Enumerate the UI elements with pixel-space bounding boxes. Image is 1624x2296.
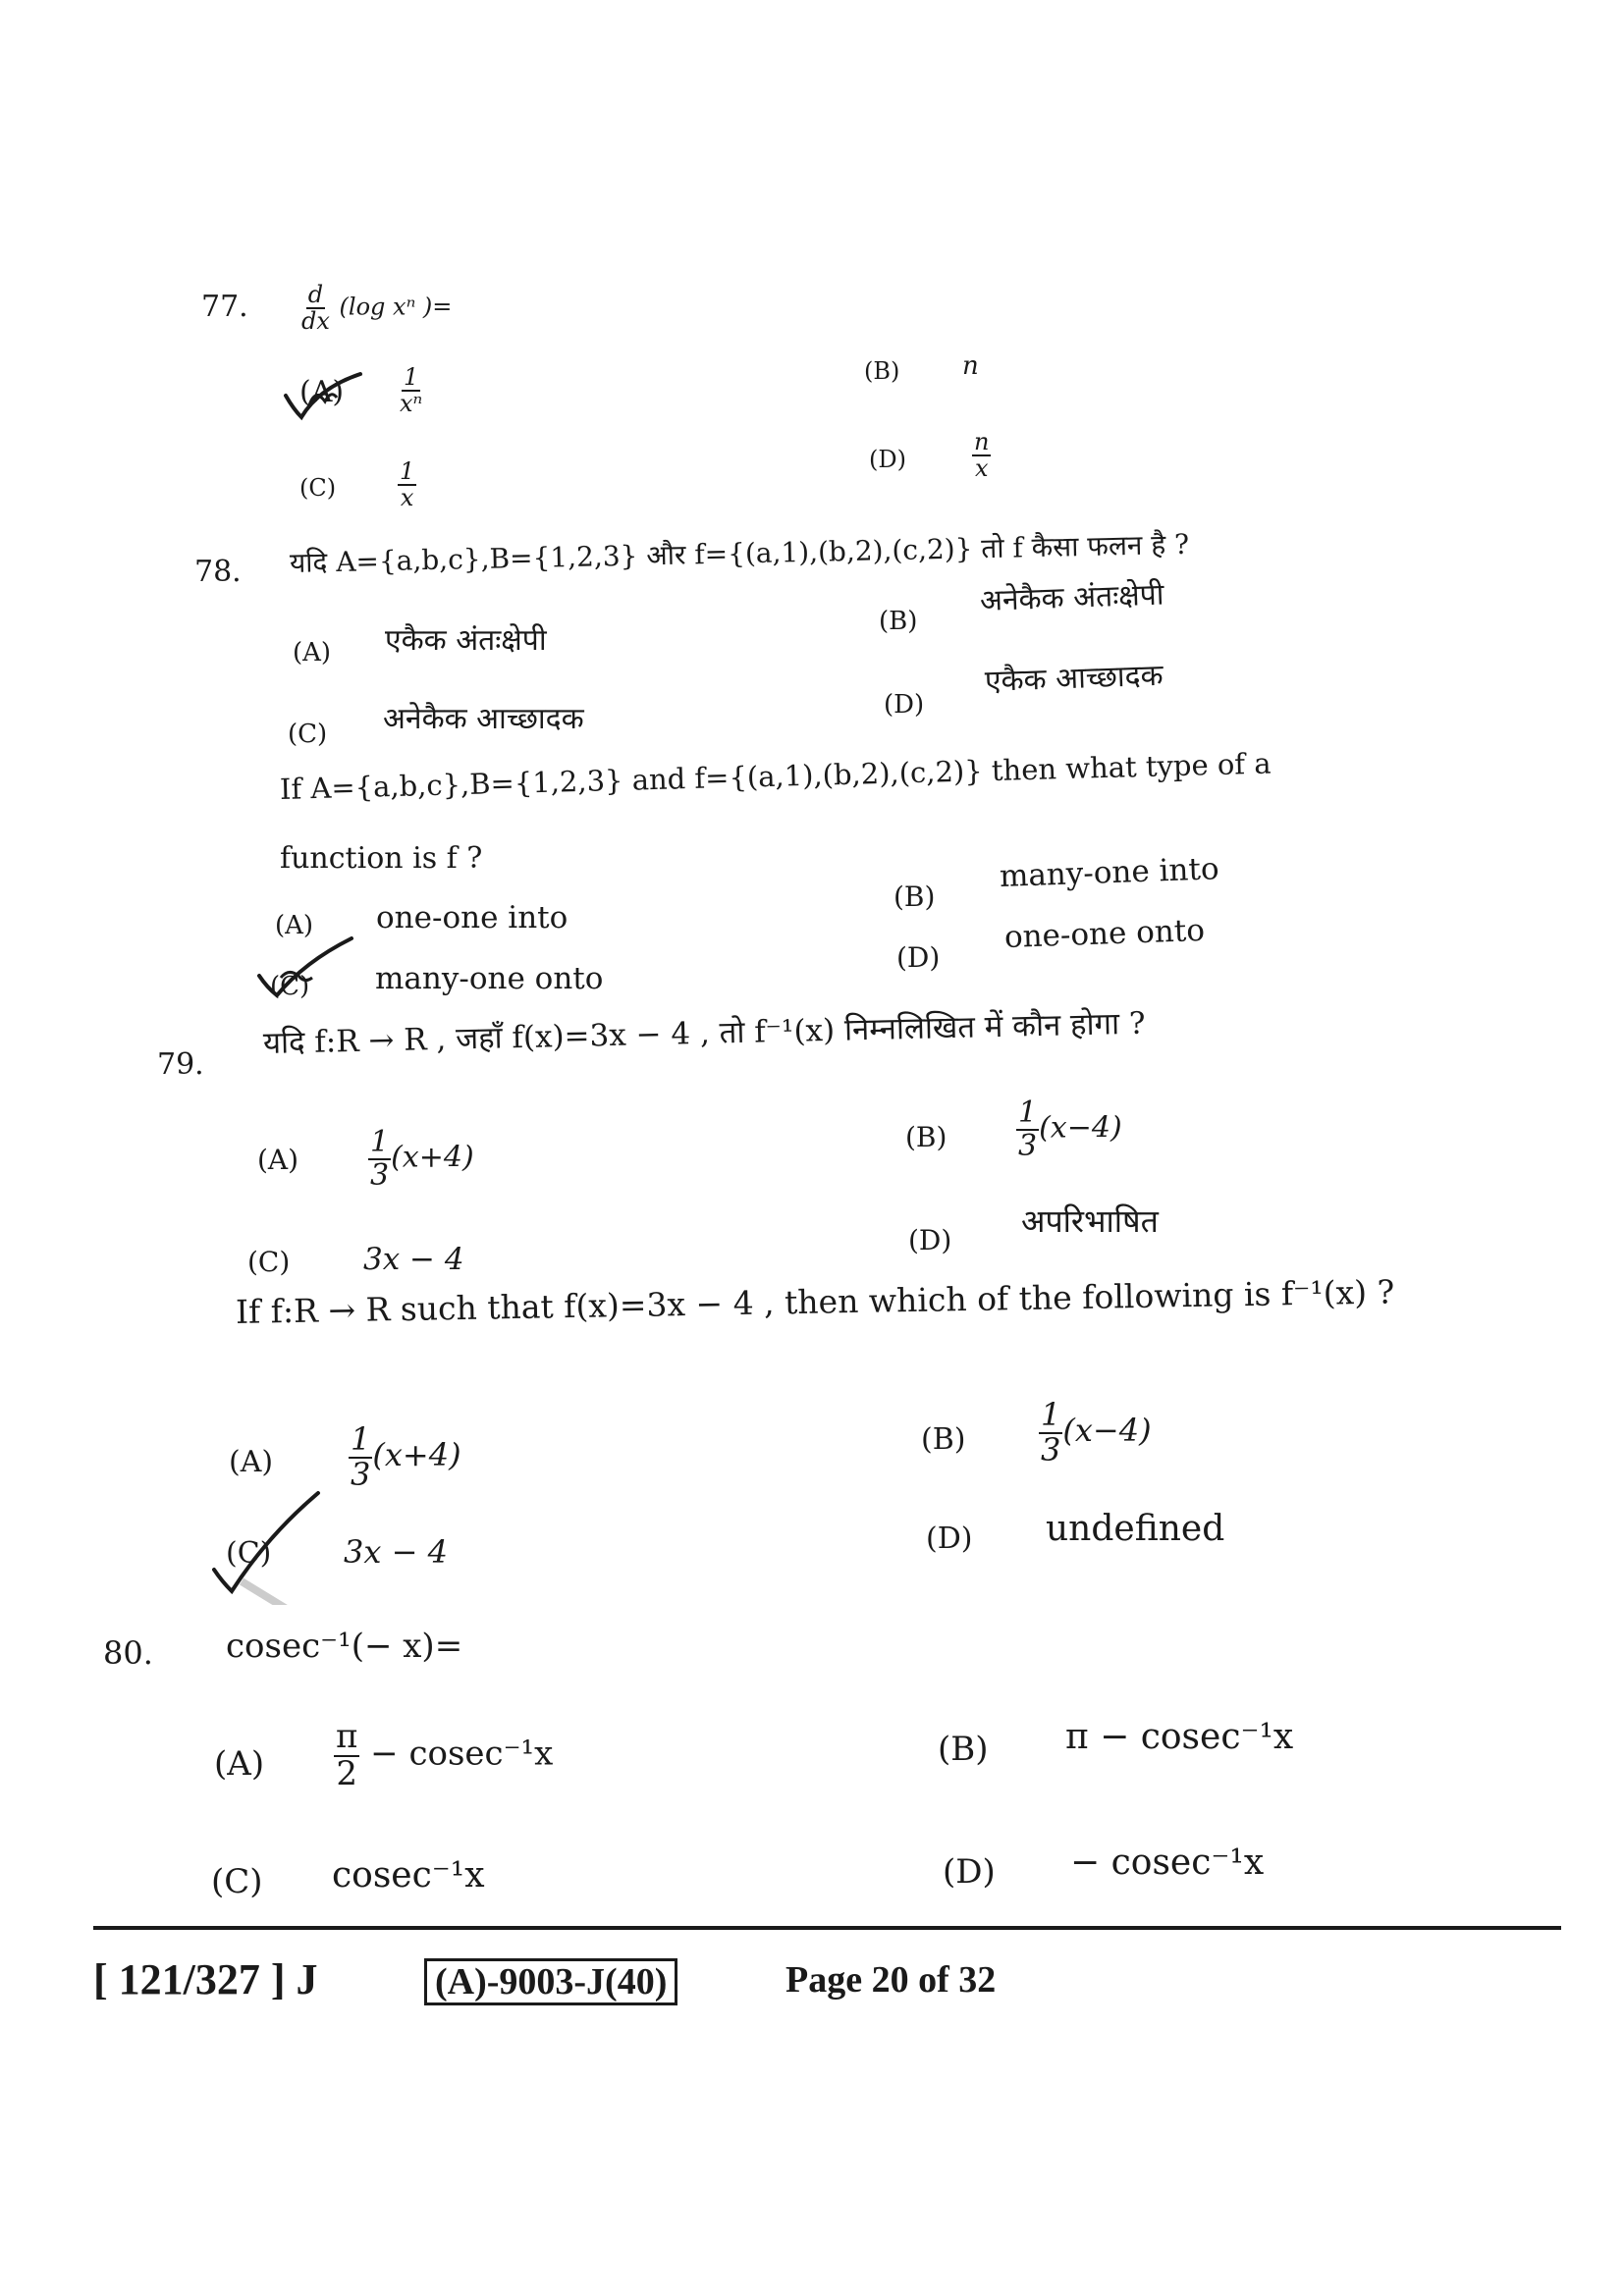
q77-number: 77. <box>201 290 248 324</box>
q79-hi-option-d-text: अपरिभाषित <box>1021 1202 1159 1240</box>
q77-option-a-value: $\frac{1}{\text{xⁿ}}$ <box>400 363 423 418</box>
q79-en-option-a-value: $\frac{1}{3}$ (x+4) <box>351 1420 461 1493</box>
q78-hi-option-a-text: एकैक अंतःक्षेपी <box>385 623 547 658</box>
q77-expression: $\frac{d}{dx}$ (log xⁿ )= <box>301 281 453 336</box>
q78-hi-option-b-text: अनेकैक अंतःक्षेपी <box>979 577 1165 618</box>
q78-hi-option-a-label: (A) <box>293 638 332 667</box>
q80-question: cosec⁻¹(− x)= <box>226 1627 463 1666</box>
footer-paper-code: [ 121/327 ] J <box>93 1955 318 2003</box>
footer-page-number: Page 20 of 32 <box>785 1959 997 2001</box>
q79-hi-option-a-label: (A) <box>257 1144 299 1176</box>
q79-hi-option-d-label: (D) <box>908 1224 952 1256</box>
q80-option-a-label: (A) <box>214 1744 265 1784</box>
footer-set-box: (A)-9003-J(40) <box>424 1958 677 2005</box>
q79-en-option-b-value: $\frac{1}{3}$ (x−4) <box>1041 1396 1152 1468</box>
q79-en-option-a-label: (A) <box>229 1445 274 1479</box>
q79-en-option-d-text: undefined <box>1046 1509 1225 1549</box>
q79-en-option-d-label: (D) <box>926 1522 973 1556</box>
q80-option-c-value: cosec⁻¹x <box>332 1855 485 1896</box>
q80-option-d-label: (D) <box>943 1852 996 1892</box>
q79-en-option-c-value: 3x − 4 <box>344 1533 448 1571</box>
q78-hi-option-b-label: (B) <box>879 607 918 636</box>
q79-en-option-c-label: (C) <box>226 1536 272 1571</box>
q79-english-question: If f:R → R such that f(x)=3x − 4 , then which of the following is f⁻¹(x) ? <box>235 1272 1395 1331</box>
q79-hi-option-c-label: (C) <box>247 1246 291 1278</box>
q79-hi-option-a-value: $\frac{1}{3}$ (x+4) <box>370 1125 474 1193</box>
q80-number: 80. <box>103 1634 153 1672</box>
q78-english-question-line1: If A={a,b,c},B={1,2,3} and f={(a,1),(b,2),(c,2)} then what type of a <box>279 746 1272 806</box>
q78-en-option-d-text: one-one onto <box>1003 912 1206 955</box>
q78-hi-option-c-label: (C) <box>288 720 328 749</box>
q77-option-d-value: $\frac{n}{x}$ <box>974 428 990 483</box>
q78-hindi-question: यदि A={a,b,c},B={1,2,3} और f={(a,1),(b,2),(c,2)} तो f कैसा फलन है ? <box>289 527 1190 579</box>
q78-en-option-a-text: one-one into <box>376 900 568 935</box>
q78-en-option-b-label: (B) <box>893 881 936 913</box>
q77-option-a-label: (A) <box>299 375 345 409</box>
tick-mark-icon <box>280 368 368 427</box>
q78-number: 78. <box>194 555 242 589</box>
q79-hindi-question: यदि f:R → R , जहाँ f(x)=3x − 4 , तो f⁻¹(x) निम्नलिखित में कौन होगा ? <box>262 1005 1146 1061</box>
q80-option-c-label: (C) <box>211 1862 263 1901</box>
tick-mark-icon <box>208 1487 326 1605</box>
q77-option-b-value: n <box>962 351 979 381</box>
q79-hi-option-b-value: $\frac{1}{3}$ (x−4) <box>1018 1095 1122 1163</box>
q80-option-b-value: π − cosec⁻¹x <box>1065 1717 1294 1757</box>
q77-option-b-label: (B) <box>864 357 900 385</box>
q78-hi-option-c-text: अनेकैक आच्छादक <box>383 702 584 736</box>
q78-hi-option-d-text: एकैक आच्छादक <box>984 658 1164 699</box>
q77-option-d-label: (D) <box>869 446 906 473</box>
tick-mark-icon <box>253 933 361 1001</box>
q77-option-c-value: $\frac{1}{x}$ <box>400 457 415 512</box>
q79-hi-option-c-value: 3x − 4 <box>363 1242 464 1277</box>
q78-en-option-b-text: many-one into <box>999 851 1220 894</box>
q78-english-question-line2: function is f ? <box>280 841 483 876</box>
q80-option-b-label: (B) <box>938 1730 989 1769</box>
q78-hi-option-d-label: (D) <box>884 690 925 720</box>
q78-en-option-c-label: (C) <box>270 972 310 1001</box>
q79-number: 79. <box>157 1047 204 1082</box>
q80-option-a-value: $\frac{\pi}{2}$ − cosec⁻¹x <box>336 1717 554 1793</box>
q77-option-c-label: (C) <box>299 474 337 502</box>
q80-option-d-value: − cosec⁻¹x <box>1070 1842 1265 1883</box>
footer-rule <box>93 1926 1561 1930</box>
q78-en-option-a-label: (A) <box>275 911 314 940</box>
q79-en-option-b-label: (B) <box>921 1422 966 1457</box>
q78-en-option-d-label: (D) <box>896 941 941 974</box>
q79-hi-option-b-label: (B) <box>905 1121 947 1153</box>
q78-en-option-c-text: many-one onto <box>375 961 604 996</box>
